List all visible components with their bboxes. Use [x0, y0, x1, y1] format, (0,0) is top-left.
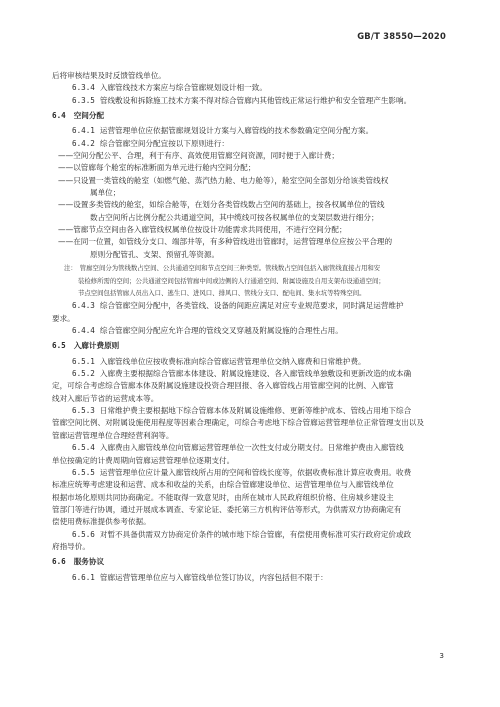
line-text: 管线敷设和拆除施工技术方案不得对综合管廊内其他管线正常运行维护和安全管理产生影响。 [99, 95, 412, 105]
line-text: 管部门等进行协调，通过开展成本调查、专家论证、委托第三方机构评估等形式，为供需双方协商确定有 [52, 504, 402, 514]
line-text: 运营管理单位应依据管廊规划设计方案与入廊管线的技术参数确定空间分配方案。 [99, 126, 374, 136]
list-item [52, 224, 450, 236]
line-text: 要求。 [52, 313, 75, 323]
line-text: 属单位； [90, 188, 121, 198]
line-text: 综合管廊空间分配应允许合理的管线交叉穿越及附属设施的合理性占用。 [99, 326, 343, 336]
list-item [52, 150, 450, 162]
clause-number: 6.6.1 [72, 572, 95, 582]
standard-code: GB/T 38550—2020 [357, 31, 446, 41]
page-number: 3 [439, 651, 444, 660]
clause-number: 6.4.3 [72, 301, 95, 311]
list-item [52, 236, 450, 248]
list-item-continuation [52, 187, 450, 199]
clause-number: 6.4.2 [72, 138, 95, 148]
clause-line [52, 529, 450, 541]
line-text: 日常维护费主要根据地下综合管廊本体及附属设施维修、更新等维护成本、管线占用地下综合 [99, 406, 412, 416]
text-line [52, 417, 450, 429]
line-text: 单位按确定的计费周期向管廊运营管理单位逐期支付。 [52, 455, 235, 465]
line-text: 数占空间所占比例分配公共通道空间，其中缆线可按各权属单位的支架层数进行细分； [90, 212, 379, 222]
clause-number: 6.5.5 [72, 467, 95, 477]
note-line [52, 263, 450, 273]
clause-number: 6.5 [52, 341, 66, 351]
clause-line [52, 572, 450, 584]
text-line [52, 492, 450, 504]
line-text: 管廊空间分为管线数占空间、公共通道空间和节点空间三种类型。管线数占空间包括入廊管线直接占用和安 [79, 264, 381, 273]
clause-line [52, 138, 450, 150]
clause-number: 6.5.1 [72, 356, 95, 366]
section-heading [52, 110, 450, 122]
list-item [52, 175, 450, 187]
clause-number: 6.5.3 [72, 406, 95, 416]
line-text: 定，可综合考虑综合管廊本体及附属设施建设投资合理回报、各入廊管线占用管廊空间的比例、入廊管 [52, 381, 394, 391]
list-item-continuation [52, 212, 450, 224]
line-text: 管廊运营管理单位合理经营利润等。 [52, 430, 174, 440]
clause-number: 6.3.4 [72, 83, 95, 93]
line-text: ——空间分配公平、合理，利于有序、高效使用管廊空间资源，同时便于入廊计费； [58, 151, 339, 161]
line-text: 管廊运营管理单位应与入廊管线单位签订协议，内容包括但不限于： [99, 572, 328, 582]
line-text: 服务协议 [73, 557, 105, 567]
line-text: 入廊费主要根据综合管廊本体建设、附属设施建设、各入廊管线单独敷设和更新改造的成本确 [99, 369, 412, 379]
clause-number: 6.4 [52, 111, 66, 121]
clause-line [52, 125, 450, 137]
line-text: ——管廊节点空间由各入廊管线权属单位按设计功能需求共同使用，不进行空间分配； [58, 225, 347, 235]
line-text: 综合管廊空间分配中，各类管线、设备的间距应满足对应专业规范要求，同时满足运营维护 [99, 301, 404, 311]
text-line [52, 541, 450, 553]
list-item-continuation [52, 249, 450, 261]
clause-line [52, 325, 450, 337]
clause-line [52, 356, 450, 368]
section-heading [52, 556, 450, 568]
clause-number: 6.6 [52, 557, 66, 567]
list-item [52, 199, 450, 211]
clause-line [52, 405, 450, 417]
line-text: 入廊计费原则 [73, 341, 120, 351]
text-line [52, 393, 450, 405]
document-body [52, 70, 450, 584]
note-label: 注： [64, 264, 77, 273]
line-text: ——以管廊每个舱室的标准断面为单元进行舱内空间分配； [58, 163, 256, 173]
text-line [52, 430, 450, 442]
line-text: ——在同一位置，如管线分支口、端部井等，有多种管线进出管廊时，运营管理单位应按公平合理的 [58, 237, 393, 247]
line-text: 对暂不具备供需双方协商定价条件的城市地下综合管廊，有偿使用费标准可实行政府定价或政 [99, 529, 412, 539]
text-line [52, 479, 450, 491]
text-line [52, 516, 450, 528]
line-text: 空间分配 [73, 111, 105, 121]
line-text: 管廊空间比例、对附属设施使用程度等因素合理确定，可综合考虑地下综合管廊运营管理单位正常管理支出以及 [52, 418, 425, 428]
clause-number: 6.5.4 [72, 443, 95, 453]
line-text: ——只设置一类管线的舱室（如燃气舱、蒸汽热力舱、电力舱等），舱室空间全部划分给该类管线权 [58, 175, 389, 185]
text-line [52, 313, 450, 325]
line-text: 线对入廊后节省的运营成本等。 [52, 393, 159, 403]
clause-number: 6.5.6 [72, 529, 95, 539]
line-text: ——设置多类管线的舱室，如综合舱等，在划分各类管线数占空间的基础上，按各权属单位的管线 [58, 200, 385, 210]
clause-line [52, 82, 450, 94]
line-text: 装检修所需的空间；公共通道空间包括管廊中间或边侧的人行通道空间、附属设施及自用支架布设通道空间； [78, 276, 385, 285]
line-text: 后将审核结果及时反馈管线单位。 [52, 71, 166, 80]
text-line [52, 70, 450, 82]
clause-number: 6.3.5 [72, 95, 95, 105]
clause-number: 6.5.2 [72, 369, 95, 379]
line-text: 节点空间包括管廊人员出入口、逃生口、进风口、排风口、管线分支口、配电间、集水坑等特殊空间。 [78, 288, 366, 297]
text-line [52, 504, 450, 516]
clause-line [52, 300, 450, 312]
clause-number: 6.4.1 [72, 126, 95, 136]
text-line [52, 380, 450, 392]
line-text: 标准应统筹考虑建设和运营、成本和收益的关系，由综合管廊建设单位、运营管理单位与入廊管线单位 [52, 480, 394, 490]
line-text: 偿使用费标准提供参考依据。 [52, 517, 151, 527]
clause-number: 6.4.4 [72, 326, 95, 336]
line-text: 入廊管线单位应按收费标准向综合管廊运营管理单位交纳入廊费和日常维护费。 [99, 356, 366, 366]
line-text: 原则分配管孔、支架、预留孔等资源。 [90, 249, 220, 259]
clause-line [52, 467, 450, 479]
clause-line [52, 95, 450, 107]
section-heading [52, 340, 450, 352]
note-line [52, 276, 450, 286]
line-text: 入廊费由入廊管线单位向管廊运营管理单位一次性支付或分期支付。日常维护费由入廊管线 [99, 443, 404, 453]
note-line [52, 288, 450, 298]
clause-line [52, 442, 450, 454]
text-line [52, 455, 450, 467]
line-text: 综合管廊空间分配宜按以下原则进行： [99, 138, 229, 148]
line-text: 运营管理单位应计量入廊管线所占用的空间和管线长度等，依据收费标准计算应收费用。收费 [99, 467, 412, 477]
list-item [52, 162, 450, 174]
line-text: 根据市场化原则共同协商确定。不能取得一致意见时，由所在城市人民政府组织价格、住房城乡建设主 [52, 492, 394, 502]
line-text: 入廊管线技术方案应与综合管廊规划设计相一致。 [99, 83, 267, 93]
line-text: 府指导价。 [52, 541, 90, 551]
clause-line [52, 368, 450, 380]
